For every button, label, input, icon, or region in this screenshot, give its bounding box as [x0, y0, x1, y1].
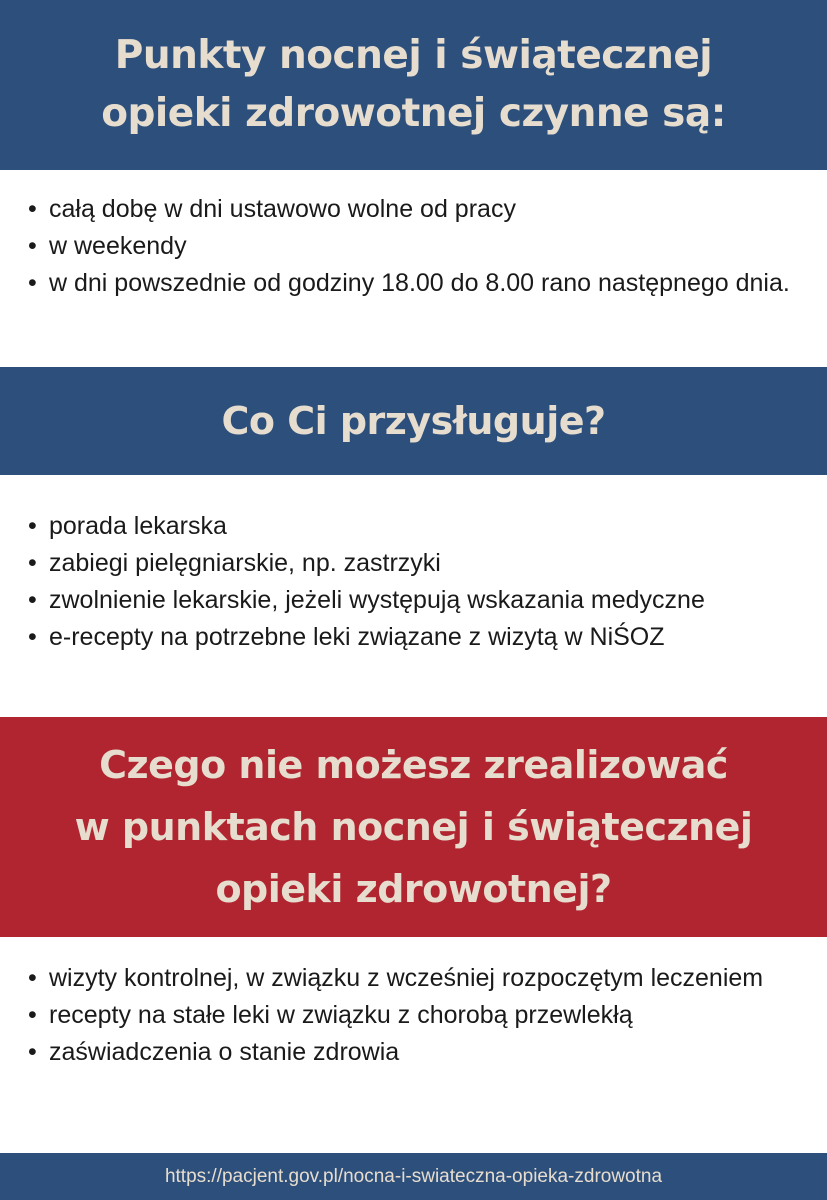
list-item: • recepty na stałe leki w związku z chorobą przewlekłą — [24, 997, 814, 1034]
opening-hours-list — [24, 191, 814, 302]
list-item: • e-recepty na potrzebne leki związane z wizytą w NiŚOZ — [24, 619, 814, 656]
footer-bar — [0, 1153, 827, 1200]
list-item: • porada lekarska — [24, 508, 814, 545]
exclusions-title-line3: opieki zdrowotnej? — [215, 867, 612, 911]
entitlements-list — [24, 508, 814, 656]
exclusions-list — [24, 960, 814, 1071]
exclusions-header — [0, 717, 827, 937]
opening-hours-title-line1: Punkty nocnej i świątecznej — [114, 33, 713, 78]
list-item: • w dni powszednie od godziny 18.00 do 8.00 rano następnego dnia. — [24, 265, 814, 302]
exclusions-title — [75, 734, 753, 920]
list-item: • zaświadczenia o stanie zdrowia — [24, 1034, 814, 1071]
entitlements-title: Co Ci przysługuje? — [221, 399, 606, 443]
list-item: • wizyty kontrolnej, w związku z wcześniej rozpoczętym leczeniem — [24, 960, 814, 997]
list-item: • w weekendy — [24, 228, 814, 265]
list-item: • zabiegi pielęgniarskie, np. zastrzyki — [24, 545, 814, 582]
opening-hours-header — [0, 0, 827, 170]
exclusions-title-line2: w punktach nocnej i świątecznej — [74, 805, 753, 849]
list-item: • całą dobę w dni ustawowo wolne od pracy — [24, 191, 814, 228]
opening-hours-title-line2: opieki zdrowotnej czynne są: — [101, 91, 726, 136]
footer-url: https://pacjent.gov.pl/nocna-i-swiateczna-opieka-zdrowotna — [164, 1165, 663, 1187]
opening-hours-title — [101, 27, 726, 143]
entitlements-header — [0, 367, 827, 475]
list-item: • zwolnienie lekarskie, jeżeli występują wskazania medyczne — [24, 582, 814, 619]
exclusions-title-line1: Czego nie możesz zrealizować — [99, 743, 728, 787]
